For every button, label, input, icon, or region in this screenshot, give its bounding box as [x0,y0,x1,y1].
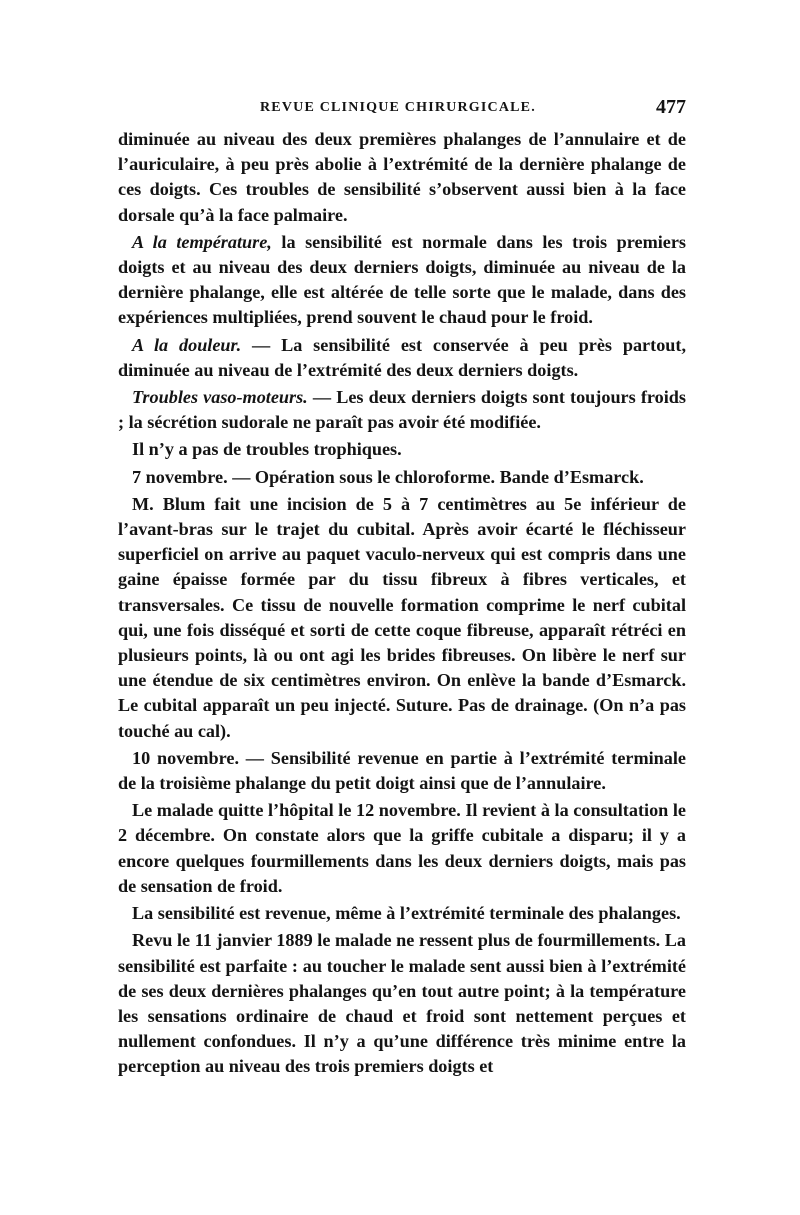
paragraph-10-novembre: 10 novembre. — Sensibilité revenue en partie à l’extrémité terminale de la troisième phalange du petit doigt ainsi que de l’annulaire. [118,747,686,794]
paragraph-incision: M. Blum fait une incision de 5 à 7 centimètres au 5e inférieur de l’avant-bras sur le trajet du cubital. Après avoir écarté le fléchisseur superficiel on arrive au paquet vaculo-nerveux qui est compris dans une gaine épaisse formée par du tissu fibreux à fibres verticales, et transversales. Ce tissu de nouvelle formation comprime le nerf cubital qui, une fois disséqué et sorti de cette coque fibreuse, apparaît rétréci en plusieurs points, là ou ont agi les brides fibreuses. On libère le nerf sur une étendue de six centimètres environ. On enlève la bande d’Esmarck. Le cubital apparaît un peu injecté. Suture. Pas de drainage. (On n’a pas touché au cal). [118,493,686,741]
paragraph-operation: 7 novembre. — Opération sous le chloroforme. Bande d’Esmarck. [132,466,644,487]
paragraph-trophiques: Il n’y a pas de troubles trophiques. [132,439,402,460]
page-number: 477 [656,96,686,118]
paragraph-lead: A la douleur. [132,334,242,355]
body-text [118,127,686,1082]
paragraph-revu: Revu le 11 janvier 1889 le malade ne ressent plus de fourmillements. La sensibilité est parfaite : au toucher le malade sent aussi bien à l’extrémité de ses deux dernières phalanges qu’en tout autre point; à la température les sensations ordinaire de chaud et froid sont nettement perçues et nullement confondues. Il n’y a qu’une différence très minime entre la perception au niveau des trois premiers doigts et [118,930,686,1077]
paragraph-temperature: A la température, la sensibilité est normale dans les trois premiers doigts et au niveau des deux derniers doigts, diminuée au niveau de la dernière phalange, elle est altérée de telle sorte que le malade, dans des expériences multipliées, prend souvent le chaud pour le froid. [118,231,686,328]
paragraph-sortie: Le malade quitte l’hôpital le 12 novembre. Il revient à la consultation le 2 décembre. On constate alors que la griffe cubitale a disparu; il y a encore quelques fourmillements dans les deux derniers doigts, mais pas de sensation de froid. [118,800,686,896]
paragraph-1: diminuée au niveau des deux premières phalanges de l’annulaire et de l’auriculaire, à peu près abolie à l’extrémité de la dernière phalange de ces doigts. Ces troubles de sensibilité s’observent aussi bien à la face dorsale qu’à la face palmaire. [118,129,686,225]
paragraph-lead: Troubles vaso-moteurs. [132,387,308,408]
paragraph-sensibilite: La sensibilité est revenue, même à l’extrémité terminale des phalanges. [132,903,681,924]
paragraph-lead: A la température, [132,231,272,252]
paragraph-douleur: A la douleur. — La sensibilité est conservée à peu près partout, diminuée au niveau de l’extrémité des deux derniers doigts. [118,334,687,380]
paragraph-vaso-moteurs: Troubles vaso-moteurs. — Les deux derniers doigts sont toujours froids ; la sécrétion sudorale ne paraît pas avoir été modifiée. [118,387,686,433]
running-title: REVUE CLINIQUE CHIRURGICALE. [260,100,536,115]
running-head [118,96,686,126]
